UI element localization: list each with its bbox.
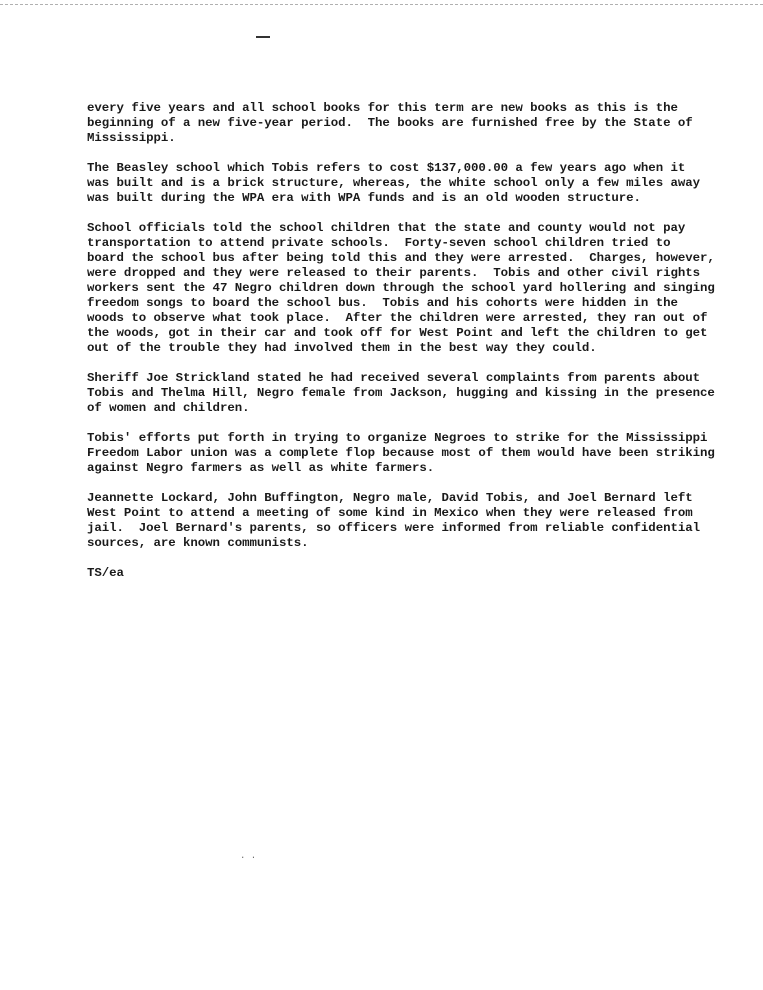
scan-speck: · · bbox=[240, 853, 257, 863]
text-line: School officials told the school children that the state and county would not pay bbox=[87, 221, 686, 235]
header-mark bbox=[256, 36, 270, 38]
text-line: sources, are known communists. bbox=[87, 536, 309, 550]
paragraph-sheriff bbox=[87, 371, 737, 416]
text-line: against Negro farmers as well as white farmers. bbox=[87, 461, 435, 475]
text-line: workers sent the 47 Negro children down through the school yard hollering and singing bbox=[87, 281, 715, 295]
text-line: Sheriff Joe Strickland stated he had received several complaints from parents about bbox=[87, 371, 701, 385]
text-line: The Beasley school which Tobis refers to cost $137,000.00 a few years ago when it bbox=[87, 161, 686, 175]
text-line: the woods, got in their car and took off for West Point and left the children to get bbox=[87, 326, 708, 340]
text-line: out of the trouble they had involved them in the best way they could. bbox=[87, 341, 597, 355]
document-body bbox=[87, 101, 737, 581]
paragraph-mexico-meeting bbox=[87, 491, 737, 551]
text-line: was built during the WPA era with WPA funds and is an old wooden structure. bbox=[87, 191, 641, 205]
text-line: jail. Joel Bernard's parents, so officers were informed from reliable confidential bbox=[87, 521, 701, 535]
text-line: of women and children. bbox=[87, 401, 250, 415]
text-line: freedom songs to board the school bus. Tobis and his cohorts were hidden in the bbox=[87, 296, 678, 310]
paragraph-school-bus bbox=[87, 221, 737, 356]
text-line: West Point to attend a meeting of some kind in Mexico when they were released from bbox=[87, 506, 693, 520]
text-line: transportation to attend private schools. Forty-seven school children tried to bbox=[87, 236, 671, 250]
paragraph-textbooks bbox=[87, 101, 737, 146]
paragraph-beasley-school bbox=[87, 161, 737, 206]
text-line: Tobis and Thelma Hill, Negro female from Jackson, hugging and kissing in the presence bbox=[87, 386, 715, 400]
top-scan-rule bbox=[0, 4, 763, 5]
typist-initials bbox=[87, 566, 737, 581]
text-line: were dropped and they were released to their parents. Tobis and other civil rights bbox=[87, 266, 701, 280]
initials-text: TS/ea bbox=[87, 566, 124, 580]
text-line: board the school bus after being told this and they were arrested. Charges, however, bbox=[87, 251, 715, 265]
text-line: was built and is a brick structure, whereas, the white school only a few miles away bbox=[87, 176, 701, 190]
text-line: every five years and all school books for this term are new books as this is the bbox=[87, 101, 678, 115]
text-line: Jeannette Lockard, John Buffington, Negro male, David Tobis, and Joel Bernard left bbox=[87, 491, 693, 505]
text-line: beginning of a new five-year period. The books are furnished free by the State of bbox=[87, 116, 693, 130]
text-line: Mississippi. bbox=[87, 131, 176, 145]
text-line: Freedom Labor union was a complete flop because most of them would have been striking bbox=[87, 446, 715, 460]
text-line: woods to observe what took place. After the children were arrested, they ran out of bbox=[87, 311, 708, 325]
text-line: Tobis' efforts put forth in trying to organize Negroes to strike for the Mississippi bbox=[87, 431, 708, 445]
paragraph-labor-union bbox=[87, 431, 737, 476]
